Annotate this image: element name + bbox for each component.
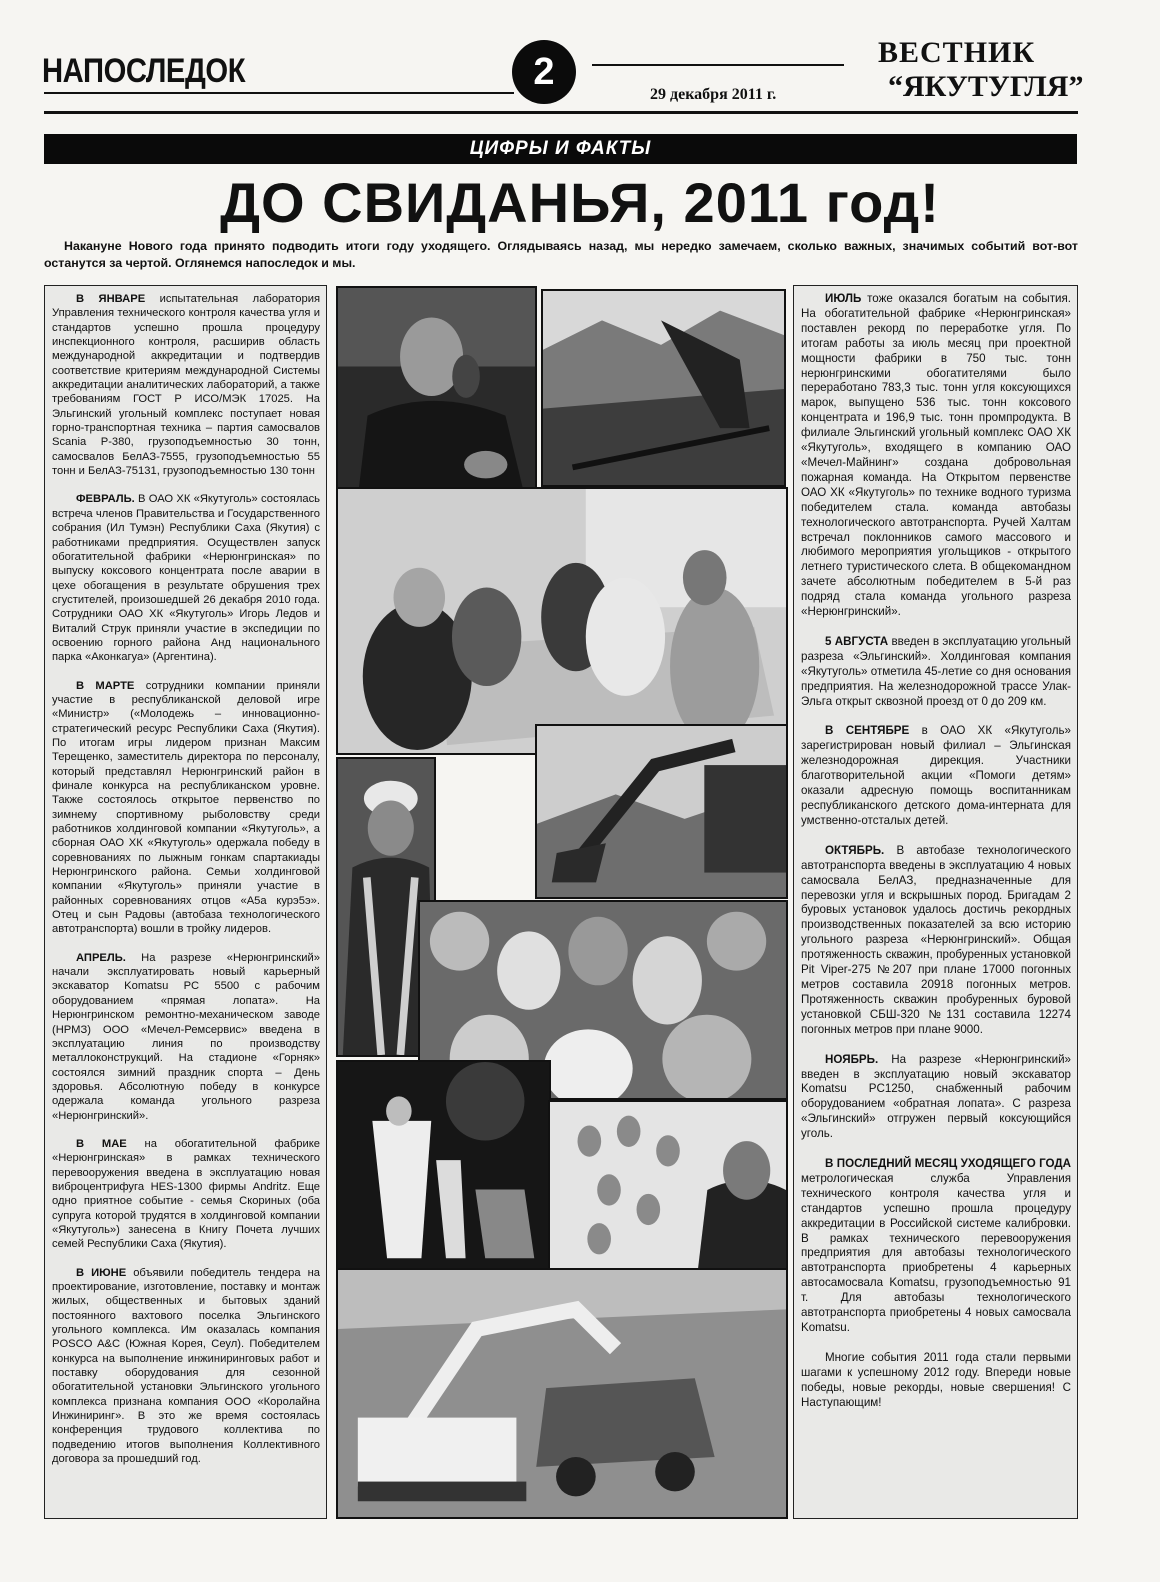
photo-handprints-wall xyxy=(548,1100,788,1275)
month-label: В ЯНВАРЕ xyxy=(76,293,146,305)
photo-excavator-loading-truck xyxy=(336,1268,788,1519)
page-number-badge xyxy=(512,40,576,104)
right-text-column xyxy=(793,285,1078,1519)
left-text-column xyxy=(44,285,327,1519)
photo-meeting-at-table xyxy=(336,487,788,755)
month-label: В ПОСЛЕДНИЙ МЕСЯЦ УХОДЯЩЕГО ГОДА xyxy=(825,1157,1071,1171)
month-label: В МАЕ xyxy=(76,1137,127,1150)
paragraph-march xyxy=(52,679,320,937)
photo-man-on-phone xyxy=(336,286,537,500)
paragraph-text: Многие события 2011 года стали первыми шагами к успешному 2012 году. Впереди новые победы, новые рекорды, новые свершения! С Наступающим! xyxy=(801,1350,1071,1409)
rubric-bar xyxy=(44,134,1077,164)
month-label: ИЮЛЬ xyxy=(825,292,862,305)
paragraph-july xyxy=(801,292,1071,620)
month-label: В СЕНТЯБРЕ xyxy=(825,724,910,738)
rubric-label: ЦИФРЫ И ФАКТЫ xyxy=(469,138,652,159)
month-label: НОЯБРЬ. xyxy=(825,1052,879,1066)
issue-date: 29 декабря 2011 г. xyxy=(650,86,777,103)
paragraph-text: на обогатительной фабрике «Нерюнгринская» в рамках технического перевооружения введена в эксплуатацию новая виброцентрифуга HES-1300 фирмы Andritz. Еще одно приятное событие - семья Скориных (оба супруга которой трудятся в холдинговой компании «Якутуголь») занесена в Книгу Почета лучших семей Республики Саха (Якутия). xyxy=(52,1137,320,1251)
paragraph-text: введен в эксплуатацию угольный разреза «Эльгинский». Холдинговая компания «Якутуголь» отметила 45-летие со дня основания предприятия. На железнодорожной трассе Улак-Эльга открыт сквозной проезд от 0 до 209 км. xyxy=(801,634,1071,708)
lead-paragraph: Накануне Нового года принято подводить итоги году уходящего. Оглядываясь назад, мы нередко замечаем, сколько важных, значимых событий вот-вот останутся за чертой. Оглянемся напоследок и мы. xyxy=(44,239,1078,270)
paragraph-february xyxy=(52,492,320,664)
paragraph-december xyxy=(801,1157,1071,1336)
paper-name-line2: “ЯКУТУГЛЯ” xyxy=(888,70,1084,103)
paragraph-text: В автобазе технологического автотранспорта введены в эксплуатацию 4 новых самосвала БелАЗ, предназначенные для перевозки угля и вскрышных пород. Бригадам 2 буровых установок удалось достичь рекордных производственных показателей за всю историю угольного разреза «Нерюнгринский». Общая протяженность скважин, пробуренных установкой Pit Viper-275 №207 при плане 17000 погонных метров составила 20918 погонных метров. Протяженность скважин пробуренных буровой установкой СБШ-320 №131 составила 12274 погонных метров при плане 9000. xyxy=(801,843,1071,1036)
photo-stage-performance xyxy=(336,1060,551,1270)
paragraph-september xyxy=(801,724,1071,828)
paragraph-november xyxy=(801,1053,1071,1142)
paragraph-closing xyxy=(801,1351,1071,1411)
headline: ДО СВИДАНЬЯ, 2011 год! xyxy=(220,171,940,234)
paragraph-june xyxy=(52,1266,320,1467)
photo-excavator-bucket xyxy=(535,724,788,899)
month-label: В МАРТЕ xyxy=(76,679,135,692)
page-number: 2 xyxy=(533,50,555,93)
month-label: В ИЮНЕ xyxy=(76,1266,127,1279)
paragraph-text: испытательная лаборатория Управления технического контроля качества угля и стандартов успешно прошла процедуру инспекционного контроля, расширив область международной аккредитации и подтвердив соответствие критериям международной Системы аккредитации аналитических лабораторий, а также требованиям ГОСТ Р ИСО/МЭК 17025. На Эльгинский угольный комплекс поступает новая горно-транспортная техника – партия самосвалов Scania P-380, грузоподъемностью 30 тонн, самосвалов БелАЗ-7555, грузоподъемностью 55 тонн и БелАЗ-75131, грузоподъемностью 130 тонн xyxy=(52,293,320,478)
paragraph-text: объявили победитель тендера на проектирование, изготовление, поставку и монтаж жилых, общественных и бытовых зданий постоянного вахтового поселка Эльгинского угольного комплекса. Им оказалась компания POSCO A&C (Южная Корея, Сеул). Победителем конкурса на выполнение инжиниринговых работ и поставку оборудования для сезонной обогатительной установки Эльгинского угольного комплекса признана компания ООО «Королайна Инжиниринг». В это же время состоялась конференция трудового коллектива по подведению итогов выполнения Коллективного договора за прошедший год. xyxy=(52,1266,320,1466)
paragraph-text: сотрудники компании приняли участие в республиканской деловой игре «Министр» («Молодежь – инновационно-стратегический ресурс Республики Саха (Якутия). По итогам игры лидером признан Максим Терещенко, заместитель директора по персоналу, который представлял Нерюнгринский район в финале конкурса на республиканском уровне. Также состоялось открытое первенство по зимнему спортивному рыболовству среди работников холдинговой компании «Якутуголь», а сборная ОАО ХК «Якутуголь» одержала победу в соревнованиях по лыжным гонкам спартакиады Нерюнгринского района. Семьи холдинговой компании «Якутуголь» приняли участие в районных соревнованиях отцов «А5а курэ5э». Отец и сын Радовы (автобаза технологического автотранспорта) вошли в тройку лидеров. xyxy=(52,679,320,936)
paragraph-text: в ОАО ХК «Якутуголь» зарегистрирован новый филиал – Эльгинская железнодорожная дирекция. Участники благотворительной акции «Помоги детям» оказали адресную помощь воспитанникам республиканского детского дома-интерната для умственно-отсталых детей. xyxy=(801,724,1071,827)
paragraph-august xyxy=(801,635,1071,710)
section-title: НАПОСЛЕДОК xyxy=(42,52,246,90)
paragraph-may xyxy=(52,1137,320,1252)
paragraph-text: На разрезе «Нерюнгринский» начали эксплуатировать новый карьерный экскаватор Komatsu PC 5500 с рабочим оборудованием «прямая лопата». На Нерюнгринском ремонтно-механическом заводе (НРМЗ) ООО «Мечел-Ремсервис» введена в эксплуатацию линия по производству металлоконструкций. На стадионе «Горняк» состоялся зимний праздник спорта – День здоровья. Абсолютную победу в конкурсе одержала команда угольного разреза «Нерюнгринский». xyxy=(52,951,320,1122)
paragraph-text: тоже оказался богатым на события. На обогатительной фабрике «Нерюнгринская» поставлен рекорд по переработке угля. По итогам работы за июль месяц при проектной мощности фабрики в 750 тыс. тонн нерюнгринскими обогатителями было переработано 783,3 тыс. тонн угля коксующихся марок, выпущено 536 тыс. тонн коксового концентрата и 196,9 тыс. тонн промпродукта. В филиале Эльгинский угольный комплекс ОАО ХК «Якутуголь», входящего в компанию ОАО «Мечел-Майнинг» создана добровольная пожарная команда. На Открытом первенстве ОАО ХК «Якутуголь» по технике водного туризма победителем стала. команда автобазы технологического автотранспорта. Ручей Халтам встречал поклонников самого массового и любимого мероприятия угольщиков - открытого летнего туристического слета. В общекомандном зачете абсолютным победителем в 5-й раз подряд стала команда угольного разреза «Нерюнгринский». xyxy=(801,292,1071,619)
header-rule-full xyxy=(44,111,1078,114)
paragraph-january xyxy=(52,292,320,478)
paragraph-april xyxy=(52,951,320,1123)
month-label: 5 АВГУСТА xyxy=(825,634,889,648)
photo-railway-construction xyxy=(541,289,786,487)
paper-name-line1: ВЕСТНИК xyxy=(878,36,1036,69)
month-label: ФЕВРАЛЬ. xyxy=(76,493,135,506)
paragraph-october xyxy=(801,844,1071,1038)
paragraph-text: метрологическая служба Управления технического контроля качества угля и стандартов успешно прошла процедуру аккредитации в Российской системе калибровки. В рамках технического перевооружения предприятия для автобазы технологического автотранспорта приобретены 4 карьерных автосамосвала Komatsu, грузоподъемностью 91 т. Для автобазы технологического автотранспорта приобретены 4 новых самосвала Komatsu. xyxy=(801,1171,1071,1334)
month-label: АПРЕЛЬ. xyxy=(76,951,126,964)
paragraph-text: На разрезе «Нерюнгринский» введен в эксплуатацию новый экскаватор Komatsu PC1250, снабженный рабочим оборудованием «обратная лопата». С разреза «Эльгинский» отгружен первый коксующийся уголь. xyxy=(801,1052,1071,1141)
header-rule-left xyxy=(44,92,514,94)
header-rule-right xyxy=(592,64,844,66)
month-label: ОКТЯБРЬ. xyxy=(825,843,885,857)
paragraph-text: В ОАО ХК «Якутуголь» состоялась встреча членов Правительства и Государственного собрания (Ил Тумэн) Республики Саха (Якутия) с работниками предприятия. Осуществлен запуск обогатительной фабрики «Нерюнгринская» по выпуску коксового концентрата после аварии в цехе обогащения в результате обрушения трех сгустителей, произошедшей 26 декабря 2010 года. Сотрудники ОАО ХК «Якутуголь» Игорь Ледов и Виталий Струк приняли участие в экспедиции по освоению горного района Анд национального парка «Аконкагуа» (Аргентина). xyxy=(52,493,320,664)
